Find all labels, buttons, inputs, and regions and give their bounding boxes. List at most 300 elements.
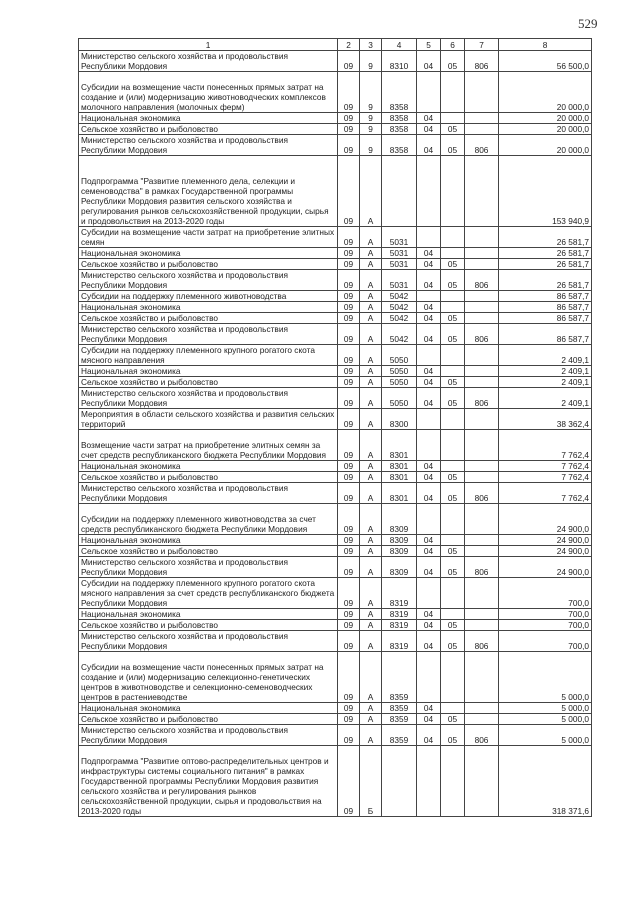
col7-value <box>465 113 499 124</box>
col3-value: А <box>360 609 382 620</box>
row-name: Министерство сельского хозяйства и продовольствия Республики Мордовия <box>79 631 338 652</box>
amount-value: 7 762,4 <box>499 430 592 461</box>
col2-value: 09 <box>338 609 360 620</box>
amount-value: 86 587,7 <box>499 302 592 313</box>
col-header: 4 <box>382 39 417 51</box>
col3-value: А <box>360 725 382 746</box>
row-name: Министерство сельского хозяйства и продовольствия Республики Мордовия <box>79 270 338 291</box>
col7-value: 806 <box>465 135 499 156</box>
row-name: Национальная экономика <box>79 703 338 714</box>
col5-value: 04 <box>417 259 441 270</box>
col5-value: 04 <box>417 714 441 725</box>
col2-value: 09 <box>338 72 360 113</box>
table-row <box>79 461 592 472</box>
col3-value: А <box>360 504 382 535</box>
col4-value: 8319 <box>382 609 417 620</box>
table-row <box>79 313 592 324</box>
col3-value: А <box>360 409 382 430</box>
col4-value: 5031 <box>382 270 417 291</box>
col2-value: 09 <box>338 259 360 270</box>
col7-value: 806 <box>465 51 499 72</box>
col5-value: 04 <box>417 620 441 631</box>
col5-value: 04 <box>417 703 441 714</box>
col2-value: 09 <box>338 703 360 714</box>
col5-value: 04 <box>417 377 441 388</box>
col4-value: 5050 <box>382 377 417 388</box>
col7-value: 806 <box>465 483 499 504</box>
table-row <box>79 302 592 313</box>
col4-value: 5050 <box>382 366 417 377</box>
col6-value: 05 <box>441 546 465 557</box>
col6-value <box>441 156 465 227</box>
col2-value: 09 <box>338 302 360 313</box>
col6-value: 05 <box>441 313 465 324</box>
col2-value: 09 <box>338 631 360 652</box>
col4-value: 8358 <box>382 124 417 135</box>
row-name: Мероприятия в области сельского хозяйства и развития сельских территорий <box>79 409 338 430</box>
col7-value <box>465 504 499 535</box>
row-name: Сельское хозяйство и рыболовство <box>79 124 338 135</box>
col6-value: 05 <box>441 377 465 388</box>
row-name: Министерство сельского хозяйства и продовольствия Республики Мордовия <box>79 135 338 156</box>
row-name: Национальная экономика <box>79 461 338 472</box>
col3-value: А <box>360 324 382 345</box>
col4-value: 8359 <box>382 703 417 714</box>
amount-value: 86 587,7 <box>499 313 592 324</box>
col6-value <box>441 652 465 703</box>
col6-value: 05 <box>441 51 465 72</box>
col-header: 8 <box>499 39 592 51</box>
col2-value: 09 <box>338 156 360 227</box>
col2-value: 09 <box>338 578 360 609</box>
col3-value: А <box>360 703 382 714</box>
table-row <box>79 388 592 409</box>
col7-value <box>465 546 499 557</box>
col7-value <box>465 302 499 313</box>
col7-value: 806 <box>465 388 499 409</box>
table-row <box>79 324 592 345</box>
amount-value: 24 900,0 <box>499 504 592 535</box>
row-name: Национальная экономика <box>79 366 338 377</box>
col5-value: 04 <box>417 483 441 504</box>
col4-value: 8301 <box>382 472 417 483</box>
col6-value <box>441 609 465 620</box>
col2-value: 09 <box>338 461 360 472</box>
amount-value: 5 000,0 <box>499 714 592 725</box>
table-row <box>79 227 592 248</box>
col4-value: 5031 <box>382 248 417 259</box>
col2-value: 09 <box>338 366 360 377</box>
col4-value: 8300 <box>382 409 417 430</box>
amount-value: 7 762,4 <box>499 483 592 504</box>
col2-value: 09 <box>338 377 360 388</box>
table-row <box>79 714 592 725</box>
col6-value: 05 <box>441 270 465 291</box>
col3-value: А <box>360 620 382 631</box>
col4-value: 8309 <box>382 535 417 546</box>
col7-value <box>465 345 499 366</box>
col7-value: 806 <box>465 270 499 291</box>
amount-value: 20 000,0 <box>499 72 592 113</box>
col4-value: 5050 <box>382 388 417 409</box>
col4-value: 8359 <box>382 714 417 725</box>
amount-value: 24 900,0 <box>499 535 592 546</box>
col5-value <box>417 156 441 227</box>
amount-value: 700,0 <box>499 578 592 609</box>
col7-value: 806 <box>465 324 499 345</box>
amount-value: 7 762,4 <box>499 472 592 483</box>
col2-value: 09 <box>338 725 360 746</box>
row-name: Сельское хозяйство и рыболовство <box>79 313 338 324</box>
row-name: Субсидии на возмещение части понесенных прямых затрат на создание и (или) модернизацию селекционно-генетических центров в животноводстве и селекционно-семеноводческих центров в растениеводстве <box>79 652 338 703</box>
col2-value: 09 <box>338 504 360 535</box>
col5-value <box>417 72 441 113</box>
col2-value: 09 <box>338 313 360 324</box>
col2-value: 09 <box>338 135 360 156</box>
col5-value: 04 <box>417 609 441 620</box>
col3-value: А <box>360 535 382 546</box>
col3-value: А <box>360 631 382 652</box>
table-row <box>79 259 592 270</box>
col5-value: 04 <box>417 366 441 377</box>
col5-value: 04 <box>417 472 441 483</box>
col5-value: 04 <box>417 313 441 324</box>
col3-value: А <box>360 652 382 703</box>
col5-value: 04 <box>417 248 441 259</box>
row-name: Субсидии на поддержку племенного животноводства за счет средств республиканского бюджета Республики Мордовия <box>79 504 338 535</box>
col3-value: 9 <box>360 113 382 124</box>
table-row <box>79 483 592 504</box>
row-name: Министерство сельского хозяйства и продовольствия Республики Мордовия <box>79 324 338 345</box>
col6-value: 05 <box>441 324 465 345</box>
col4-value: 5042 <box>382 313 417 324</box>
col4-value: 5031 <box>382 259 417 270</box>
col3-value: А <box>360 313 382 324</box>
col2-value: 09 <box>338 746 360 817</box>
table-row <box>79 345 592 366</box>
col7-value <box>465 746 499 817</box>
table-row <box>79 535 592 546</box>
col6-value: 05 <box>441 714 465 725</box>
col4-value: 8301 <box>382 461 417 472</box>
col4-value: 8309 <box>382 504 417 535</box>
col3-value: А <box>360 714 382 725</box>
table-row <box>79 156 592 227</box>
col3-value: А <box>360 472 382 483</box>
table-row <box>79 248 592 259</box>
col2-value: 09 <box>338 291 360 302</box>
amount-value: 7 762,4 <box>499 461 592 472</box>
amount-value: 2 409,1 <box>499 366 592 377</box>
col5-value: 04 <box>417 725 441 746</box>
col7-value <box>465 461 499 472</box>
table-row <box>79 472 592 483</box>
col6-value <box>441 535 465 546</box>
amount-value: 26 581,7 <box>499 259 592 270</box>
col2-value: 09 <box>338 113 360 124</box>
amount-value: 20 000,0 <box>499 124 592 135</box>
col4-value: 5042 <box>382 302 417 313</box>
col3-value: 9 <box>360 135 382 156</box>
table-row <box>79 270 592 291</box>
col6-value <box>441 227 465 248</box>
row-name: Сельское хозяйство и рыболовство <box>79 714 338 725</box>
table-row <box>79 746 592 817</box>
col2-value: 09 <box>338 557 360 578</box>
col3-value: А <box>360 302 382 313</box>
table-row <box>79 652 592 703</box>
col4-value: 5050 <box>382 345 417 366</box>
table-row <box>79 557 592 578</box>
row-name: Субсидии на поддержку племенного крупного рогатого скота мясного направления <box>79 345 338 366</box>
row-name: Подпрограмма "Развитие племенного дела, селекции и семеноводства" в рамках Государственной программы Республики Мордовия развития сельского хозяйства и регулирования рынков сельскохозяйственной продукции, сырья и продовольствия на 2013-2020 годы <box>79 156 338 227</box>
col3-value: А <box>360 546 382 557</box>
col2-value: 09 <box>338 388 360 409</box>
col6-value: 05 <box>441 557 465 578</box>
col7-value <box>465 72 499 113</box>
col7-value <box>465 535 499 546</box>
header-row <box>79 39 592 51</box>
col4-value <box>382 746 417 817</box>
col-header: 6 <box>441 39 465 51</box>
col2-value: 09 <box>338 270 360 291</box>
amount-value: 20 000,0 <box>499 135 592 156</box>
col4-value: 8310 <box>382 51 417 72</box>
col7-value <box>465 578 499 609</box>
col-header: 7 <box>465 39 499 51</box>
col7-value <box>465 430 499 461</box>
col4-value: 8358 <box>382 113 417 124</box>
amount-value: 318 371,6 <box>499 746 592 817</box>
col6-value <box>441 461 465 472</box>
table-row <box>79 51 592 72</box>
row-name: Национальная экономика <box>79 535 338 546</box>
col2-value: 09 <box>338 430 360 461</box>
col4-value: 5042 <box>382 324 417 345</box>
amount-value: 24 900,0 <box>499 546 592 557</box>
table-row <box>79 72 592 113</box>
col4-value: 8359 <box>382 725 417 746</box>
col4-value: 8319 <box>382 631 417 652</box>
col6-value <box>441 504 465 535</box>
col5-value: 04 <box>417 51 441 72</box>
col5-value: 04 <box>417 135 441 156</box>
amount-value: 26 581,7 <box>499 270 592 291</box>
col2-value: 09 <box>338 248 360 259</box>
row-name: Сельское хозяйство и рыболовство <box>79 259 338 270</box>
col6-value <box>441 302 465 313</box>
table-row <box>79 135 592 156</box>
budget-table <box>78 38 592 817</box>
col5-value <box>417 430 441 461</box>
row-name: Субсидии на поддержку племенного крупного рогатого скота мясного направления за счет средств республиканского бюджета Республики Мордовия <box>79 578 338 609</box>
table-row <box>79 366 592 377</box>
col2-value: 09 <box>338 483 360 504</box>
col7-value: 806 <box>465 725 499 746</box>
col5-value <box>417 504 441 535</box>
row-name: Подпрограмма "Развитие оптово-распределительных центров и инфраструктуры системы социального питания" в рамках Государственной программы Республики Мордовия развития сельского хозяйства и регулирования рынков сельскохозяйственной продукции, сырья и продовольствия на 2013-2020 годы <box>79 746 338 817</box>
row-name: Министерство сельского хозяйства и продовольствия Республики Мордовия <box>79 388 338 409</box>
table-row <box>79 578 592 609</box>
row-name: Субсидии на возмещение части понесенных прямых затрат на создание и (или) модернизацию животноводческих комплексов молочного направления (молочных ферм) <box>79 72 338 113</box>
amount-value: 24 900,0 <box>499 557 592 578</box>
row-name: Субсидии на поддержку племенного животноводства <box>79 291 338 302</box>
col6-value <box>441 72 465 113</box>
col3-value: А <box>360 345 382 366</box>
table-row <box>79 620 592 631</box>
table-row <box>79 409 592 430</box>
col3-value: 9 <box>360 72 382 113</box>
col3-value: А <box>360 578 382 609</box>
col3-value: А <box>360 270 382 291</box>
col6-value: 05 <box>441 259 465 270</box>
row-name: Сельское хозяйство и рыболовство <box>79 472 338 483</box>
amount-value: 26 581,7 <box>499 227 592 248</box>
col3-value: А <box>360 483 382 504</box>
col7-value <box>465 156 499 227</box>
col4-value: 8319 <box>382 578 417 609</box>
col2-value: 09 <box>338 535 360 546</box>
table-row <box>79 291 592 302</box>
table-row <box>79 546 592 557</box>
col5-value: 04 <box>417 113 441 124</box>
col6-value <box>441 746 465 817</box>
col2-value: 09 <box>338 409 360 430</box>
col6-value: 05 <box>441 620 465 631</box>
amount-value: 700,0 <box>499 631 592 652</box>
row-name: Национальная экономика <box>79 302 338 313</box>
col4-value: 8358 <box>382 72 417 113</box>
col6-value: 05 <box>441 725 465 746</box>
col3-value: А <box>360 377 382 388</box>
col7-value <box>465 291 499 302</box>
table-row <box>79 703 592 714</box>
table-row <box>79 113 592 124</box>
col7-value <box>465 227 499 248</box>
row-name: Сельское хозяйство и рыболовство <box>79 377 338 388</box>
row-name: Министерство сельского хозяйства и продовольствия Республики Мордовия <box>79 557 338 578</box>
col2-value: 09 <box>338 546 360 557</box>
col7-value <box>465 313 499 324</box>
col6-value: 05 <box>441 631 465 652</box>
col5-value <box>417 409 441 430</box>
col4-value <box>382 156 417 227</box>
col6-value: 05 <box>441 472 465 483</box>
col2-value: 09 <box>338 51 360 72</box>
col5-value: 04 <box>417 546 441 557</box>
col7-value: 806 <box>465 631 499 652</box>
table-row <box>79 377 592 388</box>
table-row <box>79 504 592 535</box>
col4-value: 8301 <box>382 483 417 504</box>
col6-value <box>441 248 465 259</box>
page-number: 529 <box>578 16 598 31</box>
col2-value: 09 <box>338 714 360 725</box>
amount-value: 5 000,0 <box>499 703 592 714</box>
col5-value: 04 <box>417 461 441 472</box>
row-name: Сельское хозяйство и рыболовство <box>79 620 338 631</box>
col6-value <box>441 113 465 124</box>
col2-value: 09 <box>338 620 360 631</box>
col-header: 5 <box>417 39 441 51</box>
col6-value <box>441 409 465 430</box>
col4-value: 5031 <box>382 227 417 248</box>
col6-value: 05 <box>441 483 465 504</box>
col3-value: А <box>360 430 382 461</box>
col3-value: А <box>360 248 382 259</box>
amount-value: 86 587,7 <box>499 324 592 345</box>
col5-value: 04 <box>417 388 441 409</box>
col6-value: 05 <box>441 388 465 409</box>
col5-value: 04 <box>417 631 441 652</box>
amount-value: 5 000,0 <box>499 725 592 746</box>
col7-value <box>465 377 499 388</box>
amount-value: 20 000,0 <box>499 113 592 124</box>
row-name: Возмещение части затрат на приобретение элитных семян за счет средств республиканского бюджета Республики Мордовия <box>79 430 338 461</box>
amount-value: 38 362,4 <box>499 409 592 430</box>
col2-value: 09 <box>338 472 360 483</box>
col7-value <box>465 124 499 135</box>
col4-value: 8309 <box>382 557 417 578</box>
col5-value: 04 <box>417 324 441 345</box>
col6-value <box>441 430 465 461</box>
col7-value <box>465 620 499 631</box>
col3-value: А <box>360 156 382 227</box>
row-name: Министерство сельского хозяйства и продовольствия Республики Мордовия <box>79 725 338 746</box>
col7-value <box>465 714 499 725</box>
table-row <box>79 124 592 135</box>
col2-value: 09 <box>338 124 360 135</box>
col6-value <box>441 366 465 377</box>
amount-value: 2 409,1 <box>499 377 592 388</box>
col2-value: 09 <box>338 345 360 366</box>
col3-value: А <box>360 461 382 472</box>
amount-value: 2 409,1 <box>499 345 592 366</box>
col4-value: 8358 <box>382 135 417 156</box>
col3-value: А <box>360 388 382 409</box>
col7-value <box>465 409 499 430</box>
amount-value: 56 500,0 <box>499 51 592 72</box>
col7-value <box>465 609 499 620</box>
col3-value: А <box>360 227 382 248</box>
col2-value: 09 <box>338 324 360 345</box>
col7-value <box>465 366 499 377</box>
col7-value <box>465 472 499 483</box>
row-name: Национальная экономика <box>79 113 338 124</box>
col6-value: 05 <box>441 135 465 156</box>
col3-value: А <box>360 259 382 270</box>
col5-value: 04 <box>417 302 441 313</box>
col5-value: 04 <box>417 535 441 546</box>
col4-value: 8359 <box>382 652 417 703</box>
col3-value: Б <box>360 746 382 817</box>
col6-value <box>441 345 465 366</box>
col4-value: 5042 <box>382 291 417 302</box>
col5-value <box>417 227 441 248</box>
col5-value <box>417 746 441 817</box>
amount-value: 5 000,0 <box>499 652 592 703</box>
col7-value <box>465 652 499 703</box>
col5-value <box>417 291 441 302</box>
amount-value: 86 587,7 <box>499 291 592 302</box>
col3-value: 9 <box>360 124 382 135</box>
col6-value <box>441 578 465 609</box>
col-header: 3 <box>360 39 382 51</box>
row-name: Субсидии на возмещение части затрат на приобретение элитных семян <box>79 227 338 248</box>
row-name: Министерство сельского хозяйства и продовольствия Республики Мордовия <box>79 51 338 72</box>
col5-value <box>417 345 441 366</box>
col2-value: 09 <box>338 227 360 248</box>
